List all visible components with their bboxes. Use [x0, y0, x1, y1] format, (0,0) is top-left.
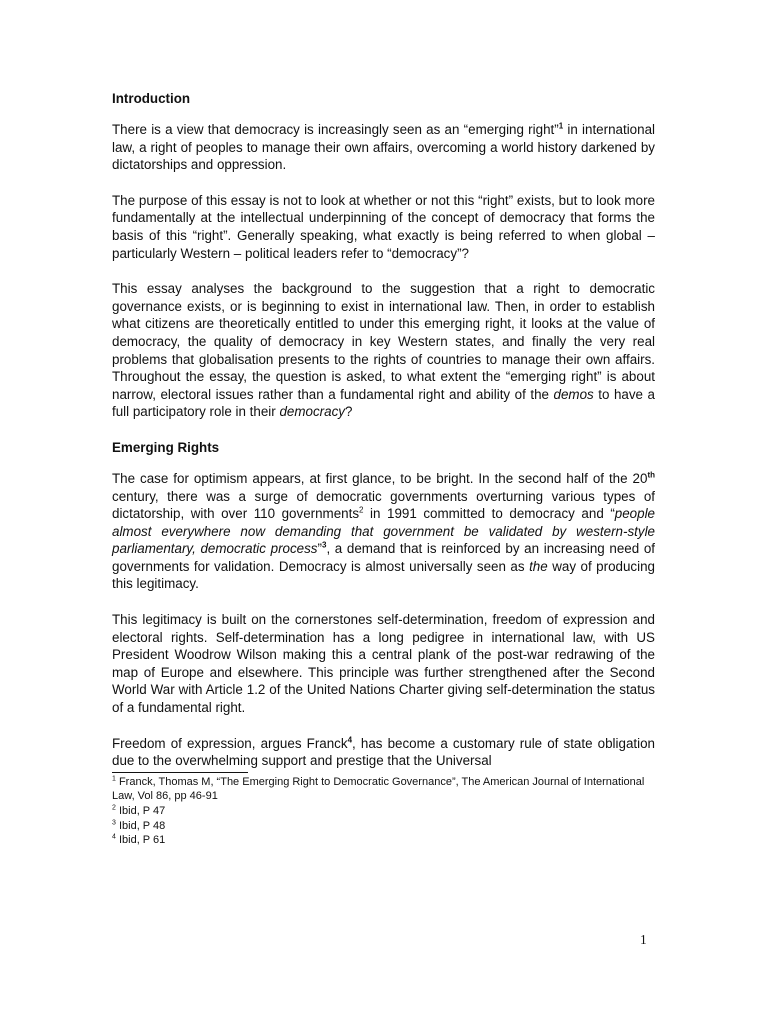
footnote-ref-1[interactable]: 1 — [558, 121, 564, 131]
emerging-paragraph-3: Freedom of expression, argues Franck$^4$, has become a customary rule of state obligation due to the overwhelming support and prestige that the Universal — [112, 735, 655, 769]
intro-paragraph-1: There is a view that democracy is increasingly seen as an “emerging right”$^1$ in international law, a right of peoples to manage their own affairs, overcoming a world history darkened by dictatorships and oppression. — [112, 121, 655, 173]
emerging-paragraph-1: The case for optimism appears, at first glance, to be bright. In the second half of the 20th century, there was a surge of democratic governments overturning various types of dictatorship, with over 110 governments$^2$ in 1991 committed to democracy and “people almost everywhere now demanding that government be validated by western-style parliamentary, democratic process”$^3$, a demand that is reinforced by an increasing need of governments for validation. Democracy is almost universally seen as the way of producing this legitimacy. — [112, 470, 655, 592]
emerging-paragraph-2: This legitimacy is built on the cornerstones self-determination, freedom of expression and electoral rights. Self-determination has a long pedigree in international law, with US President Woodrow Wilson making this a central plank of the post-war redrawing of the map of Europe and elsewhere. This principle was further strengthened after the Second World War with Article 1.2 of the United Nations Charter giving self-determination the status of a fundamental right. — [112, 612, 655, 716]
footnote-1: $^1$ Franck, Thomas M, “The Emerging Right to Democratic Governance”, The American Journal of International Law, Vol 86, pp 46-91 — [112, 775, 645, 803]
footnote-2: $^2$ Ibid, P 47 — [112, 804, 166, 817]
intro-paragraph-3: This essay analyses the background to the suggestion that a right to democratic governance exists, or is beginning to exist in international law. Then, in order to establish what citizens are theoretically entitled to under this emerging right, it looks at the value of democracy, the quality of democracy in key Western states, and finally the very real problems that globalisation presents to the rights of countries to manage their own affairs. Throughout the essay, the question is asked, to what extent the “emerging right” is about narrow, electoral issues rather than a fundamental right and ability of the demos to have a full participatory role in their democracy? — [112, 281, 655, 420]
section-heading-emerging-rights: Emerging Rights — [112, 439, 220, 455]
page-number: 1 — [640, 932, 647, 947]
footnote-4: $^4$ Ibid, P 61 — [112, 833, 166, 847]
footnote-3: $^3$ Ibid, P 48 — [112, 818, 166, 832]
footnote-ref-2[interactable]: 2 — [359, 505, 364, 515]
footnotes — [112, 775, 655, 848]
footnote-ref-4[interactable]: 4 — [347, 735, 353, 745]
document-page — [112, 90, 655, 848]
footnote-divider — [112, 772, 248, 773]
footnote-ref-3[interactable]: 3 — [321, 540, 327, 550]
section-heading-introduction: Introduction — [112, 91, 191, 106]
intro-paragraph-2: The purpose of this essay is not to look at whether or not this “right” exists, but to look more fundamentally at the intellectual underpinning of the concept of democracy that forms the basis of this “right”. Generally speaking, what exactly is being referred to when global – particularly Western – political leaders refer to “democracy”? — [112, 192, 655, 261]
